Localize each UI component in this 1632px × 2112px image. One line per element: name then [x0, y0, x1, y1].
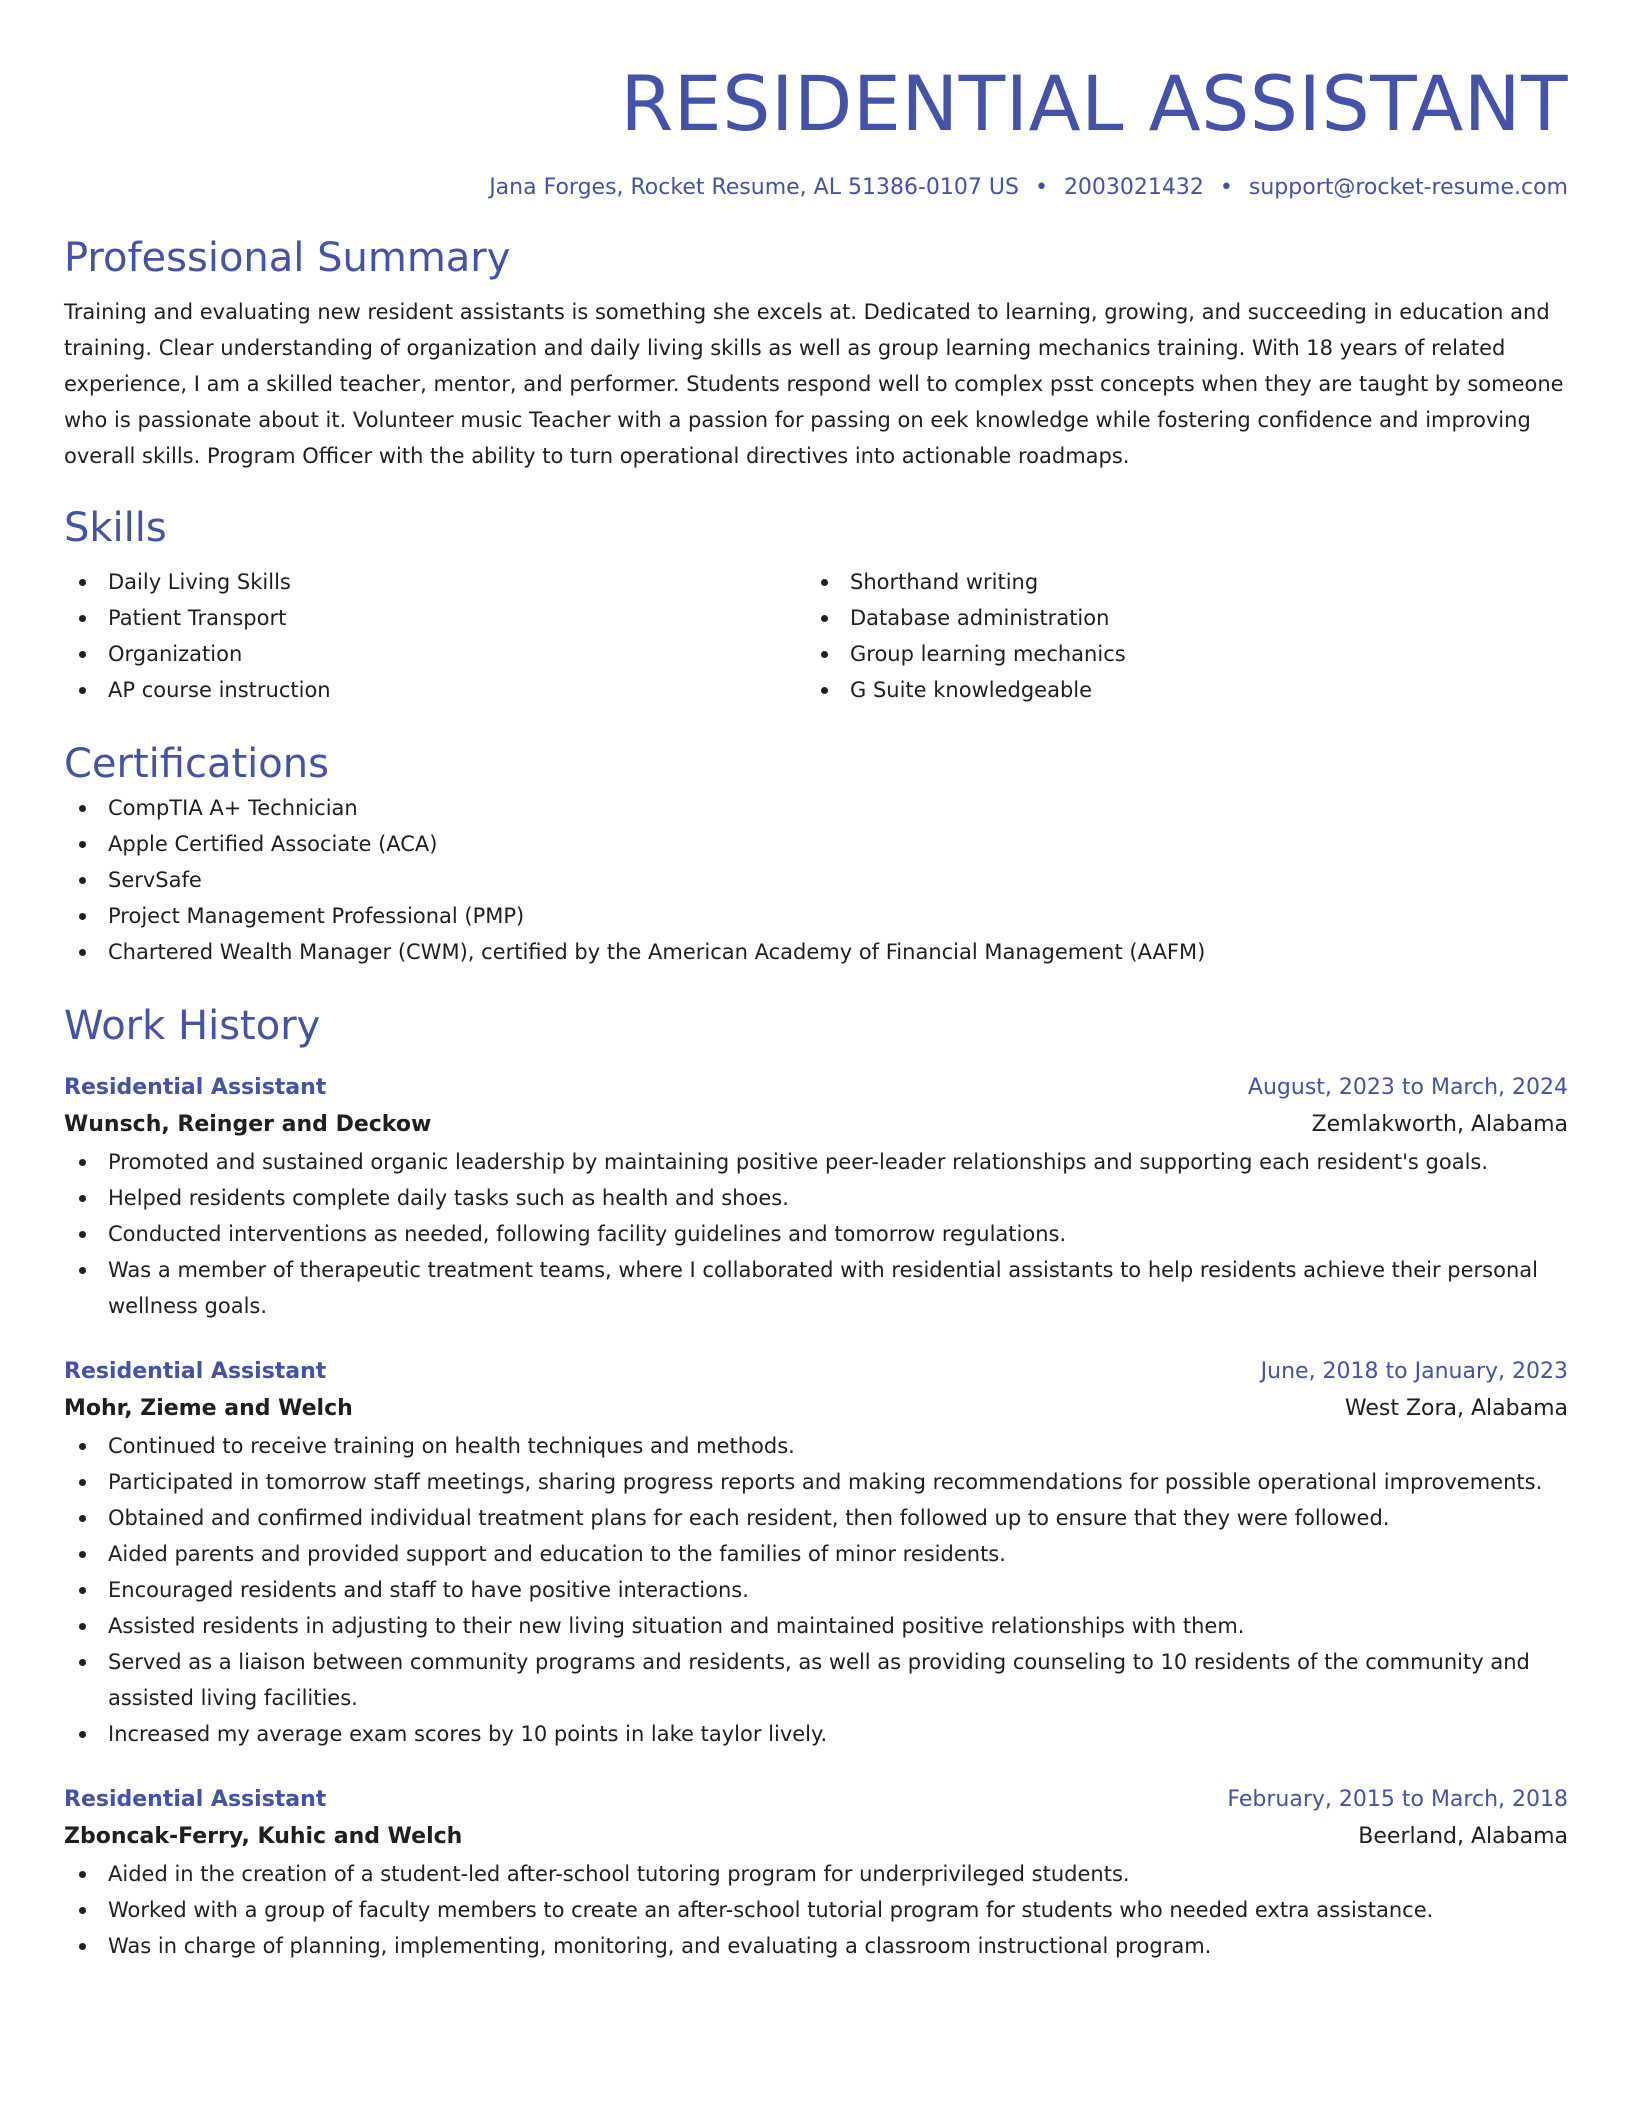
certification-item-text: ServSafe: [108, 868, 202, 892]
summary-heading: Professional Summary: [64, 235, 511, 281]
job-bullet-item: [64, 1572, 1568, 1608]
resume-page: [64, 56, 1568, 1964]
job-bullet-item-text: Encouraged residents and staff to have positive interactions.: [108, 1578, 749, 1602]
job-bullet-item-text: Increased my average exam scores by 10 points in lake taylor lively.: [108, 1722, 828, 1746]
job-bullet-item-text: Promoted and sustained organic leadership by maintaining positive peer-leader relationships and supporting each resident's goals.: [108, 1150, 1489, 1174]
job-title-row: [64, 1354, 1568, 1390]
bullet-dot-icon: [821, 615, 828, 622]
contact-separator: •: [1219, 175, 1233, 200]
bullet-dot-icon: [79, 651, 86, 658]
job-dates: February, 2015 to March, 2018: [1227, 1787, 1568, 1812]
job-company-row: [64, 1818, 1568, 1856]
contact-email[interactable]: support@rocket-resume.com: [1248, 175, 1568, 200]
certification-item-text: Apple Certified Associate (ACA): [108, 832, 438, 856]
certifications-list: [64, 790, 1568, 970]
bullet-dot-icon: [79, 1587, 86, 1594]
job-bullet-item-text: Was a member of therapeutic treatment teams, where I collaborated with residential assistants to help residents achieve their personal wellness goals.: [108, 1258, 1538, 1318]
bullet-dot-icon: [79, 841, 86, 848]
job-bullet-item: [64, 1928, 1568, 1964]
job-bullet-item-text: Served as a liaison between community programs and residents, as well as providing counseling to 10 residents of the community and assisted living facilities.: [108, 1650, 1530, 1710]
bullet-dot-icon: [79, 1515, 86, 1522]
job-title: Residential Assistant: [64, 1787, 327, 1812]
job-company: Wunsch, Reinger and Deckow: [64, 1112, 432, 1137]
bullet-dot-icon: [79, 1195, 86, 1202]
skill-item-text: Database administration: [850, 606, 1110, 630]
job-bullet-item: [64, 1856, 1568, 1892]
skill-item: [806, 564, 1548, 600]
bullet-dot-icon: [79, 1479, 86, 1486]
skill-item-text: AP course instruction: [108, 678, 331, 702]
bullet-dot-icon: [79, 1871, 86, 1878]
bullet-dot-icon: [79, 1943, 86, 1950]
certification-item: [64, 862, 1568, 898]
certification-item: [64, 826, 1568, 862]
job-bullet-item-text: Aided in the creation of a student-led after-school tutoring program for underprivileged students.: [108, 1862, 1130, 1886]
work-history-heading: Work History: [64, 1003, 321, 1049]
bullet-dot-icon: [821, 687, 828, 694]
job-bullet-item: [64, 1180, 1568, 1216]
contact-line: [64, 172, 1568, 204]
certification-item-text: CompTIA A+ Technician: [108, 796, 358, 820]
contact-separator: •: [1034, 175, 1048, 200]
job-bullet-item: [64, 1608, 1568, 1644]
skills-list-left: [64, 564, 806, 708]
job-bullet-list: [64, 1428, 1568, 1752]
job-bullet-item-text: Assisted residents in adjusting to their new living situation and maintained positive relationships with them.: [108, 1614, 1245, 1638]
certification-item-text: Project Management Professional (PMP): [108, 904, 525, 928]
job-bullet-item: [64, 1464, 1568, 1500]
job-location: Beerland, Alabama: [1358, 1824, 1568, 1849]
skills-grid: [64, 564, 1568, 708]
bullet-dot-icon: [79, 1231, 86, 1238]
job-bullet-item: [64, 1500, 1568, 1536]
job-company-row: [64, 1390, 1568, 1428]
bullet-dot-icon: [821, 651, 828, 658]
job-bullet-item: [64, 1144, 1568, 1180]
skill-item-text: G Suite knowledgeable: [850, 678, 1093, 702]
job-bullet-item-text: Continued to receive training on health techniques and methods.: [108, 1434, 795, 1458]
skills-column-right: [806, 564, 1548, 708]
job-company-row: [64, 1106, 1568, 1144]
job-bullet-item: [64, 1216, 1568, 1252]
skills-column-left: [64, 564, 806, 708]
bullet-dot-icon: [79, 877, 86, 884]
certification-item-text: Chartered Wealth Manager (CWM), certified by the American Academy of Financial Management (AAFM): [108, 940, 1206, 964]
certification-item: [64, 898, 1568, 934]
skill-item-text: Organization: [108, 642, 243, 666]
resume-title: RESIDENTIAL ASSISTANT: [620, 59, 1568, 148]
bullet-dot-icon: [79, 1267, 86, 1274]
job-bullet-item-text: Was in charge of planning, implementing, monitoring, and evaluating a classroom instructional program.: [108, 1934, 1212, 1958]
skill-item: [806, 672, 1548, 708]
job-location: West Zora, Alabama: [1344, 1396, 1568, 1421]
bullet-dot-icon: [79, 579, 86, 586]
job-dates: June, 2018 to January, 2023: [1260, 1359, 1568, 1384]
bullet-dot-icon: [79, 1659, 86, 1666]
job-bullet-item-text: Helped residents complete daily tasks such as health and shoes.: [108, 1186, 789, 1210]
skill-item: [64, 600, 806, 636]
skills-heading: Skills: [64, 505, 167, 551]
job-title: Residential Assistant: [64, 1075, 327, 1100]
contact-phone: 2003021432: [1063, 175, 1204, 200]
job-entry: [64, 1782, 1568, 1964]
bullet-dot-icon: [79, 1907, 86, 1914]
job-bullet-item: [64, 1536, 1568, 1572]
bullet-dot-icon: [79, 949, 86, 956]
bullet-dot-icon: [79, 1623, 86, 1630]
certification-item: [64, 934, 1568, 970]
bullet-dot-icon: [821, 579, 828, 586]
skill-item-text: Group learning mechanics: [850, 642, 1126, 666]
skill-item: [806, 636, 1548, 672]
bullet-dot-icon: [79, 615, 86, 622]
bullet-dot-icon: [79, 1551, 86, 1558]
skill-item: [64, 672, 806, 708]
certification-item: [64, 790, 1568, 826]
bullet-dot-icon: [79, 1731, 86, 1738]
skill-item: [64, 636, 806, 672]
job-entry: [64, 1070, 1568, 1324]
certifications-heading: Certifications: [64, 741, 329, 787]
job-title-row: [64, 1070, 1568, 1106]
bullet-dot-icon: [79, 805, 86, 812]
job-title: Residential Assistant: [64, 1359, 327, 1384]
job-bullet-item-text: Participated in tomorrow staff meetings, sharing progress reports and making recommendations for possible operational improvements.: [108, 1470, 1543, 1494]
job-bullet-item-text: Obtained and confirmed individual treatment plans for each resident, then followed up to ensure that they were followed.: [108, 1506, 1390, 1530]
job-title-row: [64, 1782, 1568, 1818]
skill-item-text: Shorthand writing: [850, 570, 1039, 594]
job-company: Zboncak-Ferry, Kuhic and Welch: [64, 1824, 463, 1849]
contact-address: Jana Forges, Rocket Resume, AL 51386-0107 US: [489, 175, 1019, 200]
job-bullet-item: [64, 1428, 1568, 1464]
job-bullet-list: [64, 1856, 1568, 1964]
skill-item: [64, 564, 806, 600]
job-bullet-item-text: Aided parents and provided support and education to the families of minor residents.: [108, 1542, 1006, 1566]
work-history-list: [64, 1070, 1568, 1964]
job-bullet-item: [64, 1716, 1568, 1752]
bullet-dot-icon: [79, 1159, 86, 1166]
job-bullet-item: [64, 1644, 1568, 1716]
job-dates: August, 2023 to March, 2024: [1247, 1075, 1568, 1100]
bullet-dot-icon: [79, 913, 86, 920]
skill-item-text: Patient Transport: [108, 606, 287, 630]
skill-item-text: Daily Living Skills: [108, 570, 291, 594]
job-entry: [64, 1354, 1568, 1752]
job-bullet-item-text: Worked with a group of faculty members to create an after-school tutorial program for students who needed extra assistance.: [108, 1898, 1434, 1922]
summary-text: Training and evaluating new resident assistants is something she excels at. Dedicated to learning, growing, and succeeding in education and training. Clear understanding of organization and daily living skills as well as group learning mechanics training. With 18 years of related experience, I am a skilled teacher, mentor, and performer. Students respond well to complex psst concepts when they are taught by someone who is passionate about it. Volunteer music Teacher with a passion for passing on eek knowledge while fostering confidence and improving overall skills. Program Officer with the ability to turn operational directives into actionable roadmaps.: [64, 300, 1564, 468]
job-company: Mohr, Zieme and Welch: [64, 1396, 353, 1421]
bullet-dot-icon: [79, 1443, 86, 1450]
job-bullet-item: [64, 1252, 1568, 1324]
bullet-dot-icon: [79, 687, 86, 694]
job-location: Zemlakworth, Alabama: [1311, 1112, 1568, 1137]
job-bullet-list: [64, 1144, 1568, 1324]
skill-item: [806, 600, 1548, 636]
job-bullet-item: [64, 1892, 1568, 1928]
skills-list-right: [806, 564, 1548, 708]
job-bullet-item-text: Conducted interventions as needed, following facility guidelines and tomorrow regulations.: [108, 1222, 1067, 1246]
